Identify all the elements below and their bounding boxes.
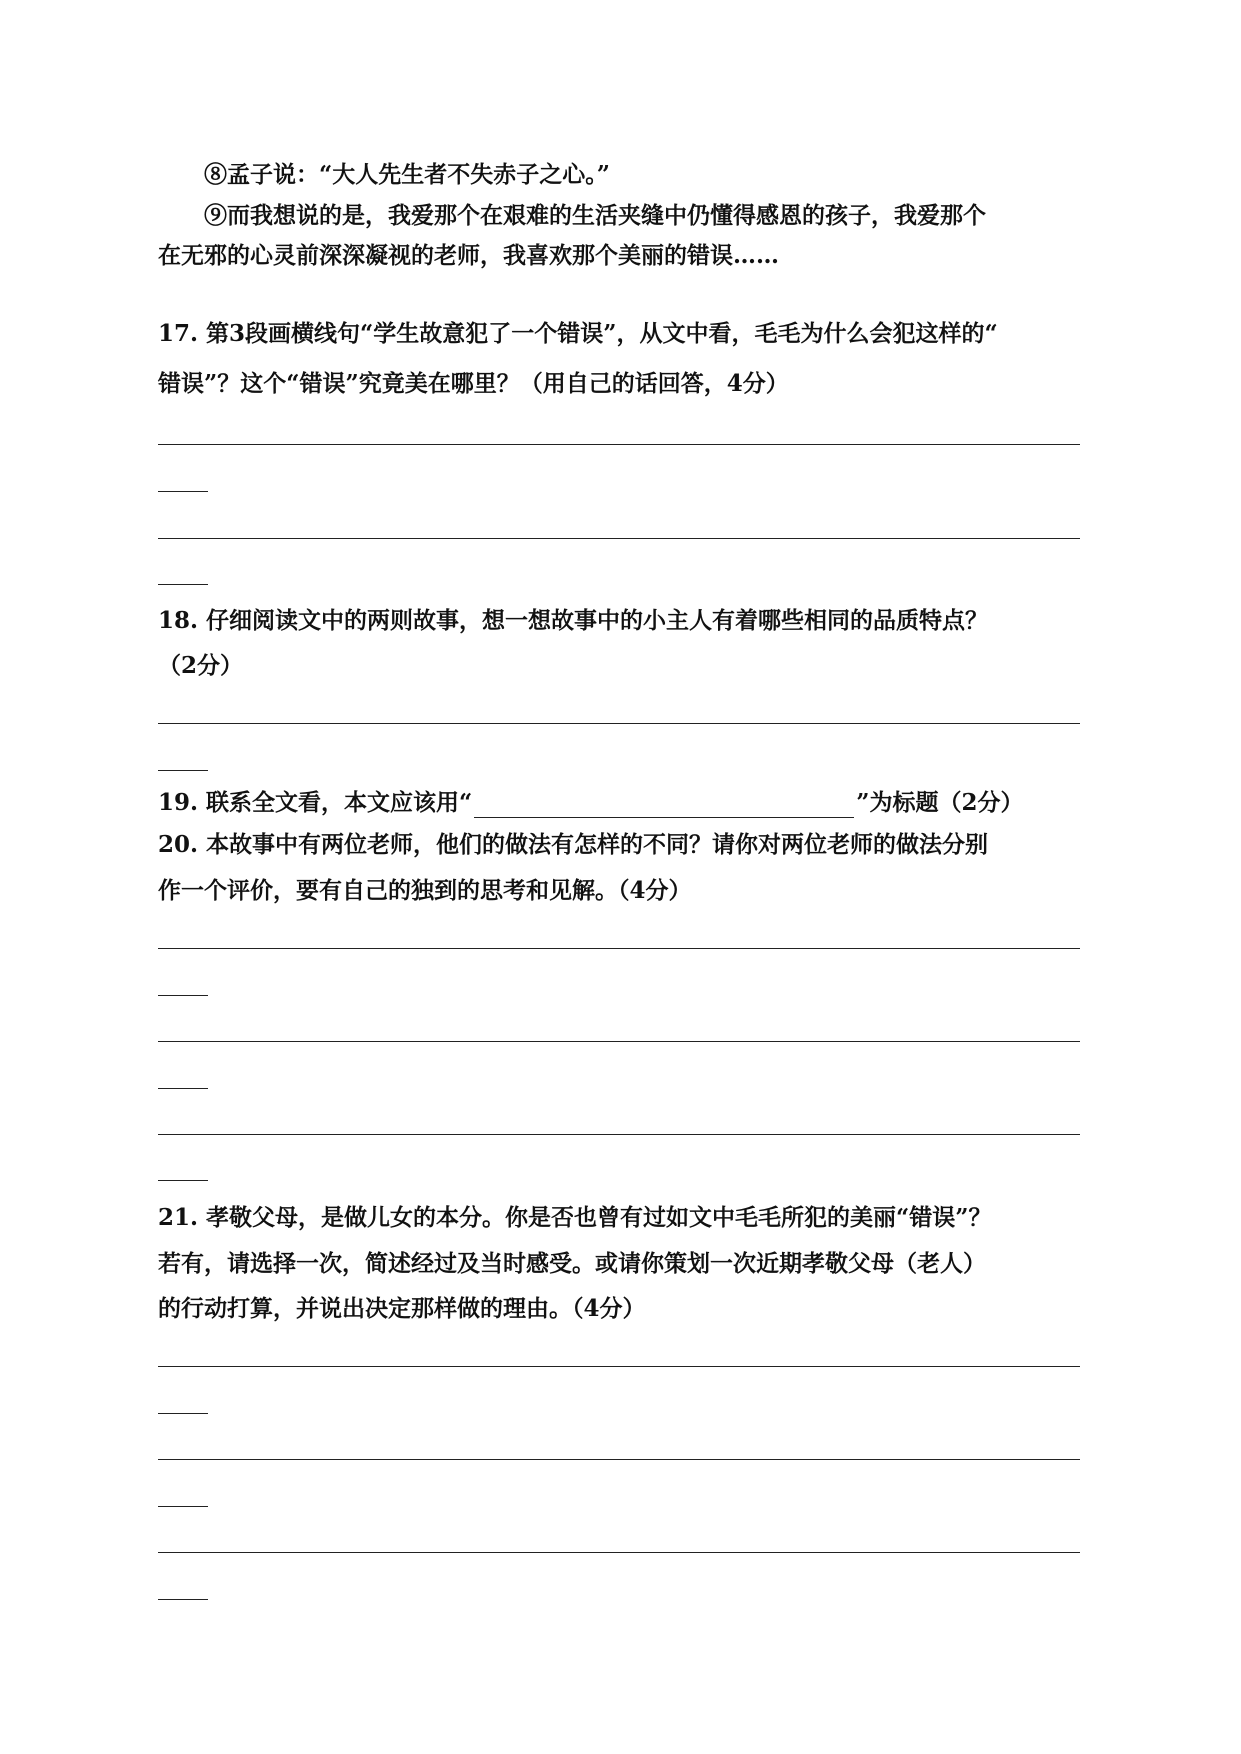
question-17-line-2: 错误”？这个“错误”究竟美在哪里？（用自己的话回答，4分） xyxy=(158,370,789,397)
question-19-prefix: 19. 联系全文看，本文应该用“ xyxy=(158,789,473,816)
question-20-line-1: 20. 本故事中有两位老师，他们的做法有怎样的不同？请你对两位老师的做法分别 xyxy=(158,831,989,858)
answer-line-17-2[interactable] xyxy=(158,538,1080,539)
paragraph-8: ⑧孟子说：“大人先生者不失赤子之心。” xyxy=(204,161,610,188)
question-17-line-1: 17. 第3段画横线句“学生故意犯了一个错误”，从文中看，毛毛为什么会犯这样的“ xyxy=(158,320,998,347)
answer-line-17-1[interactable] xyxy=(158,444,1080,445)
answer-line-21-2[interactable] xyxy=(158,1459,1080,1460)
question-19 xyxy=(158,788,1024,818)
answer-line-17-1-cont xyxy=(158,491,208,492)
answer-line-21-3-cont xyxy=(158,1599,208,1600)
question-18-line-2: （2分） xyxy=(158,652,244,679)
answer-line-21-2-cont xyxy=(158,1506,208,1507)
answer-line-20-3-cont xyxy=(158,1180,208,1181)
answer-line-17-2-cont xyxy=(158,584,208,585)
paragraph-9-line-1: ⑨而我想说的是，我爱那个在艰难的生活夹缝中仍懂得感恩的孩子，我爱那个 xyxy=(204,202,986,229)
answer-line-20-3[interactable] xyxy=(158,1134,1080,1135)
answer-line-20-1-cont xyxy=(158,995,208,996)
answer-line-21-1-cont xyxy=(158,1413,208,1414)
answer-line-18-cont xyxy=(158,770,208,771)
question-19-suffix: ”为标题（2分） xyxy=(856,789,1024,816)
answer-line-20-1[interactable] xyxy=(158,948,1080,949)
title-blank[interactable] xyxy=(474,793,854,818)
answer-line-20-2-cont xyxy=(158,1088,208,1089)
question-21-line-2: 若有，请选择一次，简述经过及当时感受。或请你策划一次近期孝敬父母（老人） xyxy=(158,1250,986,1277)
question-18-line-1: 18. 仔细阅读文中的两则故事，想一想故事中的小主人有着哪些相同的品质特点？ xyxy=(158,607,989,634)
paragraph-9-line-2: 在无邪的心灵前深深凝视的老师，我喜欢那个美丽的错误…… xyxy=(158,242,779,269)
answer-line-20-2[interactable] xyxy=(158,1041,1080,1042)
question-20-line-2: 作一个评价，要有自己的独到的思考和见解。（4分） xyxy=(158,877,692,904)
question-21-line-3: 的行动打算，并说出决定那样做的理由。（4分） xyxy=(158,1295,646,1322)
answer-line-18[interactable] xyxy=(158,723,1080,724)
answer-line-21-1[interactable] xyxy=(158,1366,1080,1367)
document-page xyxy=(158,0,1088,1754)
answer-line-21-3[interactable] xyxy=(158,1552,1080,1553)
question-21-line-1: 21. 孝敬父母，是做儿女的本分。你是否也曾有过如文中毛毛所犯的美丽“错误”？ xyxy=(158,1204,992,1231)
